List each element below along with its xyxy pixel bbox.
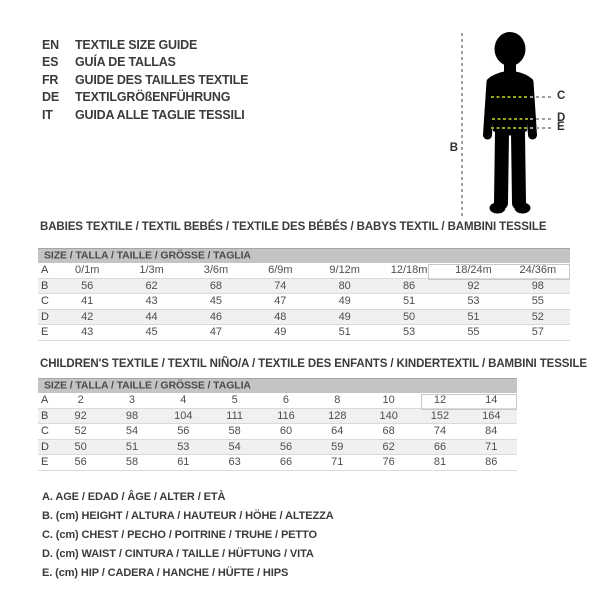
- size-cell: 61: [177, 456, 190, 469]
- language-code: FR: [42, 72, 59, 87]
- table-row-e: [38, 455, 517, 471]
- size-cell: 2: [77, 394, 84, 407]
- size-cell: 68: [382, 425, 395, 438]
- size-cell: 12/18m: [390, 264, 428, 277]
- table-row-c: [38, 294, 570, 310]
- size-cell: 4: [180, 394, 187, 407]
- language-row: [42, 36, 248, 54]
- table-row-d: [38, 440, 517, 456]
- size-cell: 6/9m: [268, 264, 293, 277]
- chest-label: C: [557, 90, 566, 102]
- size-cell: 86: [402, 279, 416, 292]
- size-cell: 56: [74, 456, 87, 469]
- size-cell: 55: [531, 295, 544, 308]
- table-row-a: [38, 393, 517, 409]
- babies-size-header: [38, 248, 570, 263]
- language-title: TEXTILE SIZE GUIDE: [75, 37, 198, 52]
- language-code: DE: [42, 90, 59, 105]
- size-cell: 51: [125, 440, 139, 453]
- language-title: GUIDA ALLE TAGLIE TESSILI: [75, 107, 245, 122]
- size-cell: 58: [228, 425, 241, 438]
- size-cell: 5: [231, 394, 238, 407]
- size-cell: 86: [485, 456, 498, 469]
- legend-line: D. (cm) WAIST / CINTURA / TAILLE / HÜFTUNG / VITA: [42, 548, 314, 560]
- size-cell: 140: [379, 409, 398, 422]
- children-table-body: [38, 393, 517, 471]
- size-cell: 92: [467, 279, 480, 292]
- size-cell: 48: [274, 310, 287, 323]
- size-cell: 63: [228, 456, 241, 469]
- size-cell: 12: [433, 394, 447, 407]
- children-size-table: [38, 378, 517, 471]
- size-cell: 104: [174, 409, 193, 422]
- table-row-b: [38, 409, 517, 425]
- row-label: E: [41, 456, 49, 469]
- row-label: D: [41, 440, 49, 453]
- row-label: D: [41, 310, 49, 323]
- babies-size-table: [38, 248, 570, 341]
- size-cell: 55: [467, 326, 480, 339]
- size-cell: 45: [145, 326, 158, 339]
- babies-table-title: BABIES TEXTILE / TEXTIL BEBÉS / TEXTILE DES BÉBÉS / BABYS TEXTIL / BAMBINI TESSILE: [40, 221, 547, 233]
- size-cell: 24/36m: [519, 264, 557, 277]
- table-row-a: [38, 263, 570, 279]
- size-cell: 9/12m: [329, 264, 360, 277]
- size-cell: 59: [331, 440, 344, 453]
- size-cell: 98: [531, 279, 544, 292]
- size-cell: 84: [485, 425, 498, 438]
- size-cell: 51: [402, 295, 416, 308]
- language-code: EN: [42, 37, 59, 52]
- row-label: B: [41, 279, 49, 292]
- size-cell: 50: [402, 310, 416, 323]
- size-cell: 52: [74, 425, 87, 438]
- legend-line: C. (cm) CHEST / PECHO / POITRINE / TRUHE / PETTO: [42, 529, 317, 541]
- size-cell: 0/1m: [74, 264, 100, 277]
- size-cell: 1/3m: [139, 264, 164, 277]
- size-cell: 49: [274, 326, 287, 339]
- children-size-header: [38, 378, 517, 393]
- legend-line: E. (cm) HIP / CADERA / HANCHE / HÜFTE / HIPS: [42, 567, 289, 579]
- size-cell: 71: [485, 440, 498, 453]
- size-cell: 42: [81, 310, 94, 323]
- size-cell: 64: [331, 425, 344, 438]
- language-row: [42, 54, 248, 72]
- size-cell: 116: [277, 409, 295, 422]
- table-row-c: [38, 424, 517, 440]
- size-cell: 56: [81, 279, 94, 292]
- babies-size-header-label: SIZE / TALLA / TAILLE / GRÖSSE / TAGLIA: [44, 249, 251, 262]
- size-cell: 74: [433, 425, 447, 438]
- size-cell: 3: [128, 394, 136, 407]
- size-cell: 43: [81, 326, 94, 339]
- size-cell: 52: [531, 310, 544, 323]
- babies-table-body: [38, 263, 570, 341]
- size-cell: 49: [338, 295, 351, 308]
- children-size-header-label: SIZE / TALLA / TAILLE / GRÖSSE / TAGLIA: [44, 379, 251, 392]
- height-label: B: [449, 142, 458, 154]
- size-cell: 53: [402, 326, 416, 339]
- language-row: [42, 89, 248, 107]
- row-label: B: [41, 409, 49, 422]
- size-cell: 53: [467, 295, 480, 308]
- size-cell: 53: [177, 440, 190, 453]
- size-cell: 45: [209, 295, 223, 308]
- table-row-e: [38, 325, 570, 341]
- waist-measure-line-body: [492, 118, 528, 120]
- size-cell: 47: [274, 295, 287, 308]
- size-cell: 50: [74, 440, 87, 453]
- row-label: C: [41, 425, 49, 438]
- size-cell: 56: [279, 440, 293, 453]
- size-cell: 66: [279, 456, 293, 469]
- chest-measure-line-body: [491, 96, 528, 98]
- children-table-title: CHILDREN'S TEXTILE / TEXTIL NIÑO/A / TEXTILE DES ENFANTS / KINDERTEXTIL / BAMBINI TESSILE: [40, 358, 587, 370]
- size-cell: 6: [282, 394, 290, 407]
- size-cell: 71: [331, 456, 344, 469]
- size-cell: 10: [382, 394, 395, 407]
- child-silhouette: [482, 31, 538, 217]
- size-cell: 74: [274, 279, 287, 292]
- language-list: [42, 36, 248, 124]
- legend-line: B. (cm) HEIGHT / ALTURA / HAUTEUR / HÖHE / ALTEZZA: [42, 510, 334, 522]
- language-title: GUÍA DE TALLAS: [75, 55, 176, 70]
- size-cell: 3/6m: [203, 264, 229, 277]
- size-cell: 128: [328, 409, 347, 422]
- hip-measure-line-guide: [530, 127, 554, 129]
- size-cell: 152: [430, 409, 450, 422]
- table-row-b: [38, 279, 570, 295]
- row-label: A: [41, 394, 49, 407]
- chest-measure-line-guide: [530, 96, 554, 98]
- size-cell: 92: [74, 409, 87, 422]
- row-label: A: [41, 264, 49, 277]
- size-cell: 62: [145, 279, 158, 292]
- size-cell: 60: [279, 425, 293, 438]
- table-row-d: [38, 310, 570, 326]
- language-title: TEXTILGRÖßENFÜHRUNG: [75, 90, 231, 105]
- size-cell: 14: [485, 394, 498, 407]
- height-measure-line: [461, 33, 463, 217]
- hip-measure-line-body: [491, 127, 529, 129]
- size-cell: 49: [338, 310, 351, 323]
- language-code: IT: [42, 107, 53, 122]
- size-cell: 41: [81, 295, 94, 308]
- size-cell: 51: [338, 326, 351, 339]
- size-cell: 62: [382, 440, 395, 453]
- size-cell: 54: [125, 425, 139, 438]
- hip-label: E: [557, 121, 565, 133]
- language-code: ES: [42, 55, 59, 70]
- size-cell: 111: [226, 409, 244, 422]
- row-label: C: [41, 295, 49, 308]
- size-cell: 68: [209, 279, 223, 292]
- waist-label: D: [557, 112, 566, 124]
- language-row: [42, 71, 248, 89]
- size-cell: 98: [125, 409, 139, 422]
- legend-line: A. AGE / EDAD / ÂGE / ALTER / ETÀ: [42, 491, 226, 503]
- size-cell: 66: [433, 440, 447, 453]
- language-row: [42, 106, 248, 124]
- size-cell: 18/24m: [455, 264, 492, 277]
- size-cell: 43: [145, 295, 158, 308]
- size-cell: 46: [209, 310, 223, 323]
- size-cell: 80: [338, 279, 351, 292]
- size-cell: 58: [125, 456, 139, 469]
- size-cell: 57: [531, 326, 544, 339]
- size-cell: 47: [209, 326, 223, 339]
- size-cell: 54: [228, 440, 241, 453]
- measurement-legend: [42, 488, 334, 583]
- size-cell: 44: [145, 310, 158, 323]
- measurement-figure: [440, 20, 600, 225]
- row-label: E: [41, 326, 49, 339]
- size-cell: 164: [482, 409, 501, 422]
- size-cell: 81: [433, 456, 447, 469]
- size-cell: 8: [334, 394, 341, 407]
- size-cell: 51: [467, 310, 480, 323]
- language-title: GUIDE DES TAILLES TEXTILE: [75, 72, 249, 87]
- waist-measure-line-guide: [530, 118, 554, 120]
- size-cell: 56: [177, 425, 190, 438]
- size-cell: 76: [382, 456, 395, 469]
